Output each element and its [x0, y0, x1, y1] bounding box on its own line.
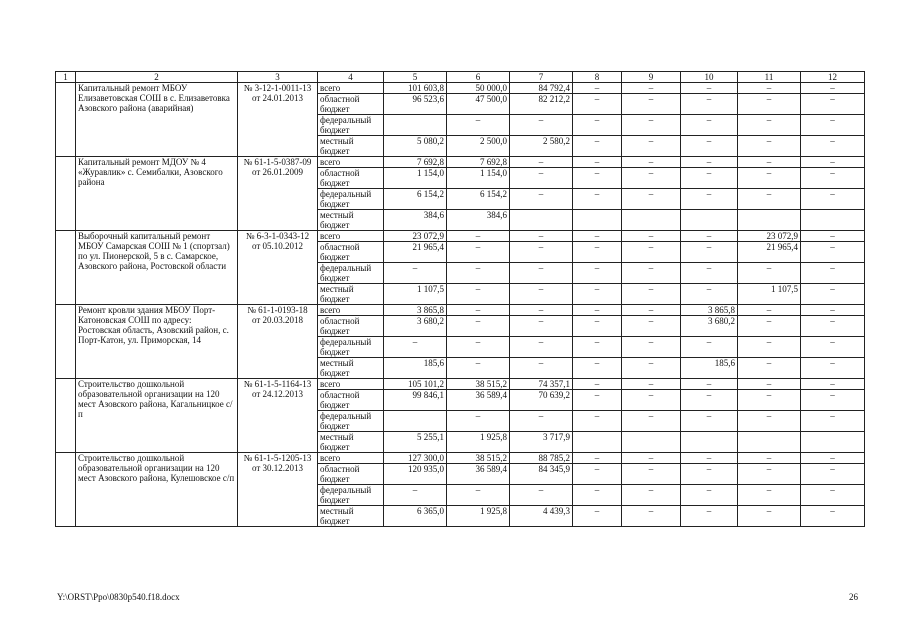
amount-cell: – [681, 263, 738, 284]
amount-cell: – [738, 453, 801, 464]
amount-cell: – [447, 305, 510, 316]
amount-cell: – [573, 358, 622, 379]
amount-cell: – [801, 358, 865, 379]
table-row [56, 157, 865, 168]
document-path: Y:\ORST\Ppo\0830p540.f18.docx [57, 592, 180, 602]
amount-cell: – [801, 390, 865, 411]
amount-cell [573, 432, 622, 453]
amount-cell: – [447, 284, 510, 305]
amount-cell: – [622, 94, 681, 115]
row-number-cell [56, 453, 76, 527]
amount-cell: – [622, 136, 681, 157]
amount-cell: – [801, 411, 865, 432]
amount-cell: – [801, 337, 865, 358]
funding-source-label: местный бюджет [318, 432, 384, 453]
amount-cell [510, 210, 573, 231]
amount-cell: 2 500,0 [447, 136, 510, 157]
funding-source-label: федеральный бюджет [318, 337, 384, 358]
amount-cell: – [384, 263, 447, 284]
amount-cell: – [801, 242, 865, 263]
page-number: 26 [849, 592, 858, 602]
amount-cell: – [738, 390, 801, 411]
amount-cell: 38 515,2 [447, 453, 510, 464]
column-number: 12 [801, 72, 865, 83]
amount-cell: 82 212,2 [510, 94, 573, 115]
column-number: 9 [622, 72, 681, 83]
funding-source-label: федеральный бюджет [318, 189, 384, 210]
amount-cell: – [573, 189, 622, 210]
amount-cell: 21 965,4 [384, 242, 447, 263]
amount-cell: 3 717,9 [510, 432, 573, 453]
funding-source-label: областной бюджет [318, 316, 384, 337]
funding-source-label: всего [318, 157, 384, 168]
amount-cell: – [681, 231, 738, 242]
amount-cell: – [447, 242, 510, 263]
amount-cell: – [622, 242, 681, 263]
amount-cell: – [622, 485, 681, 506]
row-number-cell [56, 83, 76, 157]
amount-cell: – [447, 337, 510, 358]
amount-cell: 2 580,2 [510, 136, 573, 157]
amount-cell [681, 432, 738, 453]
amount-cell: – [622, 168, 681, 189]
object-description: Ремонт кровли здания МБОУ Порт-Катоновская СОШ по адресу: Ростовская область, Азовский район, с. Порт-Катон, ул. Приморская, 14 [76, 305, 238, 379]
funding-source-label: всего [318, 231, 384, 242]
amount-cell: 1 107,5 [738, 284, 801, 305]
amount-cell: – [738, 337, 801, 358]
amount-cell: – [510, 316, 573, 337]
amount-cell: 7 692,8 [384, 157, 447, 168]
funding-source-label: местный бюджет [318, 506, 384, 527]
amount-cell: – [622, 379, 681, 390]
amount-cell: – [573, 506, 622, 527]
amount-cell: – [738, 464, 801, 485]
funding-source-label: областной бюджет [318, 168, 384, 189]
amount-cell: – [573, 337, 622, 358]
column-number: 10 [681, 72, 738, 83]
column-number: 1 [56, 72, 76, 83]
budget-table [55, 71, 865, 527]
column-number: 7 [510, 72, 573, 83]
funding-source-label: местный бюджет [318, 358, 384, 379]
amount-cell: 84 345,9 [510, 464, 573, 485]
amount-cell: – [801, 464, 865, 485]
amount-cell: 36 589,4 [447, 390, 510, 411]
amount-cell: – [801, 284, 865, 305]
amount-cell: 21 965,4 [738, 242, 801, 263]
amount-cell: 5 080,2 [384, 136, 447, 157]
amount-cell: – [510, 157, 573, 168]
amount-cell: 3 865,8 [384, 305, 447, 316]
amount-cell: – [738, 316, 801, 337]
amount-cell: – [738, 379, 801, 390]
amount-cell: – [738, 94, 801, 115]
amount-cell: – [510, 337, 573, 358]
amount-cell: – [801, 231, 865, 242]
amount-cell: – [801, 115, 865, 136]
amount-cell: – [681, 464, 738, 485]
amount-cell: – [622, 115, 681, 136]
registration-date: от 05.10.2012 [251, 241, 304, 251]
amount-cell: – [510, 284, 573, 305]
registration-id: № 61-1-5-1205-13 [243, 453, 312, 463]
amount-cell: – [681, 506, 738, 527]
amount-cell: – [573, 453, 622, 464]
amount-cell: – [573, 390, 622, 411]
amount-cell: 1 154,0 [384, 168, 447, 189]
amount-cell: – [573, 316, 622, 337]
amount-cell [738, 432, 801, 453]
amount-cell: 4 439,3 [510, 506, 573, 527]
amount-cell: – [801, 136, 865, 157]
amount-cell: 47 500,0 [447, 94, 510, 115]
amount-cell: – [801, 189, 865, 210]
amount-cell: – [738, 358, 801, 379]
amount-cell: – [573, 168, 622, 189]
amount-cell: – [573, 231, 622, 242]
amount-cell: – [681, 168, 738, 189]
table-row [56, 453, 865, 464]
amount-cell: – [384, 485, 447, 506]
amount-cell: – [801, 453, 865, 464]
amount-cell: 384,6 [384, 210, 447, 231]
amount-cell: – [738, 263, 801, 284]
amount-cell: – [622, 83, 681, 94]
column-number: 6 [447, 72, 510, 83]
amount-cell: 127 300,0 [384, 453, 447, 464]
amount-cell: – [738, 136, 801, 157]
registration-number [238, 83, 318, 157]
amount-cell: – [622, 464, 681, 485]
amount-cell: 70 639,2 [510, 390, 573, 411]
amount-cell: 185,6 [384, 358, 447, 379]
amount-cell: 1 107,5 [384, 284, 447, 305]
amount-cell: 1 154,0 [447, 168, 510, 189]
amount-cell: – [510, 305, 573, 316]
amount-cell: – [622, 305, 681, 316]
amount-cell: – [738, 83, 801, 94]
funding-source-label: местный бюджет [318, 210, 384, 231]
amount-cell: – [681, 453, 738, 464]
amount-cell: 120 935,0 [384, 464, 447, 485]
amount-cell: – [510, 189, 573, 210]
funding-source-label: областной бюджет [318, 464, 384, 485]
amount-cell: – [510, 242, 573, 263]
amount-cell: – [573, 485, 622, 506]
amount-cell [681, 210, 738, 231]
amount-cell: – [573, 411, 622, 432]
object-description: Строительство дошкольной образовательной организации на 120 мест Азовского района, Кагальницкое с/п [76, 379, 238, 453]
amount-cell [622, 432, 681, 453]
amount-cell: 7 692,8 [447, 157, 510, 168]
amount-cell: – [622, 337, 681, 358]
amount-cell: – [681, 411, 738, 432]
amount-cell: – [801, 485, 865, 506]
amount-cell: – [622, 411, 681, 432]
amount-cell: 1 925,8 [447, 506, 510, 527]
amount-cell: – [681, 157, 738, 168]
amount-cell: – [681, 390, 738, 411]
row-number-cell [56, 231, 76, 305]
registration-id: № 61-1-5-1164-13 [243, 379, 312, 389]
amount-cell: – [622, 263, 681, 284]
amount-cell [573, 210, 622, 231]
amount-cell: – [573, 115, 622, 136]
column-number: 2 [76, 72, 238, 83]
column-number: 3 [238, 72, 318, 83]
amount-cell: 99 846,1 [384, 390, 447, 411]
amount-cell: – [681, 83, 738, 94]
amount-cell: – [447, 316, 510, 337]
amount-cell: – [447, 263, 510, 284]
amount-cell: 23 072,9 [384, 231, 447, 242]
funding-source-label: местный бюджет [318, 136, 384, 157]
registration-number [238, 231, 318, 305]
object-description: Капитальный ремонт МБОУ Елизаветовская СОШ в с. Елизаветовка Азовского района (аварийная) [76, 83, 238, 157]
amount-cell: – [801, 94, 865, 115]
amount-cell: 88 785,2 [510, 453, 573, 464]
amount-cell: – [510, 231, 573, 242]
funding-source-label: областной бюджет [318, 390, 384, 411]
amount-cell: – [510, 411, 573, 432]
funding-source-label: областной бюджет [318, 94, 384, 115]
amount-cell: – [681, 242, 738, 263]
funding-source-label: всего [318, 453, 384, 464]
row-number-cell [56, 379, 76, 453]
funding-source-label: всего [318, 379, 384, 390]
amount-cell [738, 210, 801, 231]
registration-id: № 6-3-1-0343-12 [245, 231, 310, 241]
amount-cell: – [573, 379, 622, 390]
column-number: 11 [738, 72, 801, 83]
amount-cell: – [622, 284, 681, 305]
amount-cell: – [738, 506, 801, 527]
amount-cell: – [622, 506, 681, 527]
row-number-cell [56, 157, 76, 231]
amount-cell: 1 925,8 [447, 432, 510, 453]
amount-cell: – [510, 168, 573, 189]
amount-cell: 105 101,2 [384, 379, 447, 390]
amount-cell: – [801, 506, 865, 527]
object-description: Капитальный ремонт МДОУ № 4 «Журавлик» с. Семибалки, Азовского района [76, 157, 238, 231]
amount-cell: – [573, 464, 622, 485]
amount-cell: – [681, 189, 738, 210]
amount-cell: 3 865,8 [681, 305, 738, 316]
amount-cell: 74 357,1 [510, 379, 573, 390]
registration-date: от 30.12.2013 [251, 463, 304, 473]
amount-cell: 6 365,0 [384, 506, 447, 527]
amount-cell: – [738, 168, 801, 189]
table-row [56, 305, 865, 316]
amount-cell: 36 589,4 [447, 464, 510, 485]
registration-number [238, 379, 318, 453]
amount-cell: – [681, 94, 738, 115]
amount-cell [384, 411, 447, 432]
amount-cell: – [738, 485, 801, 506]
amount-cell: – [622, 453, 681, 464]
column-number: 4 [318, 72, 384, 83]
amount-cell: – [447, 358, 510, 379]
registration-date: от 24.01.2013 [251, 93, 304, 103]
column-number-row [56, 72, 865, 83]
table-row [56, 231, 865, 242]
registration-id: № 61-1-0193-18 [247, 305, 308, 315]
amount-cell: – [801, 316, 865, 337]
amount-cell: – [573, 94, 622, 115]
amount-cell: 3 680,2 [681, 316, 738, 337]
column-number: 5 [384, 72, 447, 83]
amount-cell: – [681, 379, 738, 390]
registration-date: от 26.01.2009 [251, 167, 304, 177]
amount-cell: – [801, 263, 865, 284]
amount-cell: – [622, 157, 681, 168]
amount-cell: – [738, 305, 801, 316]
amount-cell: – [622, 358, 681, 379]
amount-cell: – [801, 157, 865, 168]
amount-cell: – [801, 83, 865, 94]
table-row [56, 83, 865, 94]
amount-cell: 23 072,9 [738, 231, 801, 242]
amount-cell: – [447, 485, 510, 506]
amount-cell [384, 115, 447, 136]
amount-cell: – [738, 115, 801, 136]
amount-cell: 38 515,2 [447, 379, 510, 390]
amount-cell [622, 210, 681, 231]
amount-cell: – [622, 390, 681, 411]
amount-cell: – [738, 411, 801, 432]
amount-cell: – [447, 115, 510, 136]
amount-cell: – [510, 358, 573, 379]
amount-cell: – [573, 284, 622, 305]
funding-source-label: местный бюджет [318, 284, 384, 305]
amount-cell: 5 255,1 [384, 432, 447, 453]
amount-cell: – [622, 316, 681, 337]
amount-cell: – [573, 242, 622, 263]
amount-cell [801, 432, 865, 453]
amount-cell: 84 792,4 [510, 83, 573, 94]
table-row [56, 379, 865, 390]
funding-source-label: федеральный бюджет [318, 485, 384, 506]
funding-source-label: всего [318, 305, 384, 316]
amount-cell: – [681, 284, 738, 305]
amount-cell: – [447, 231, 510, 242]
registration-date: от 24.12.2013 [251, 389, 304, 399]
amount-cell: – [510, 485, 573, 506]
amount-cell: 3 680,2 [384, 316, 447, 337]
amount-cell: – [573, 305, 622, 316]
amount-cell: – [573, 157, 622, 168]
registration-date: от 20.03.2018 [251, 315, 304, 325]
amount-cell: – [681, 485, 738, 506]
amount-cell: – [622, 189, 681, 210]
column-number: 8 [573, 72, 622, 83]
funding-source-label: федеральный бюджет [318, 263, 384, 284]
amount-cell: – [681, 337, 738, 358]
object-description: Строительство дошкольной образовательной организации на 120 мест Азовского района, Кулешовское с/п [76, 453, 238, 527]
registration-id: № 3-12-1-0011-13 [243, 83, 312, 93]
amount-cell: – [447, 411, 510, 432]
amount-cell: 96 523,6 [384, 94, 447, 115]
amount-cell: – [681, 115, 738, 136]
amount-cell: – [801, 305, 865, 316]
registration-id: № 61-1-5-0387-09 [243, 157, 312, 167]
registration-number [238, 157, 318, 231]
amount-cell: – [384, 337, 447, 358]
amount-cell: – [510, 115, 573, 136]
amount-cell: – [573, 263, 622, 284]
amount-cell: – [738, 189, 801, 210]
amount-cell: 384,6 [447, 210, 510, 231]
amount-cell: – [622, 231, 681, 242]
amount-cell: 101 603,8 [384, 83, 447, 94]
funding-source-label: федеральный бюджет [318, 411, 384, 432]
object-description: Выборочный капитальный ремонт МБОУ Самарская СОШ № 1 (спортзал) по ул. Пионерской, 5 в с. Самарское, Азовского района, Ростовской области [76, 231, 238, 305]
amount-cell: – [738, 157, 801, 168]
registration-number [238, 453, 318, 527]
funding-source-label: федеральный бюджет [318, 115, 384, 136]
registration-number [238, 305, 318, 379]
amount-cell: 185,6 [681, 358, 738, 379]
amount-cell: – [801, 168, 865, 189]
amount-cell: – [801, 379, 865, 390]
row-number-cell [56, 305, 76, 379]
amount-cell: – [573, 136, 622, 157]
amount-cell [801, 210, 865, 231]
amount-cell: 50 000,0 [447, 83, 510, 94]
amount-cell: – [681, 136, 738, 157]
amount-cell: – [510, 263, 573, 284]
amount-cell: 6 154,2 [384, 189, 447, 210]
funding-source-label: всего [318, 83, 384, 94]
funding-source-label: областной бюджет [318, 242, 384, 263]
amount-cell: – [573, 83, 622, 94]
amount-cell: 6 154,2 [447, 189, 510, 210]
